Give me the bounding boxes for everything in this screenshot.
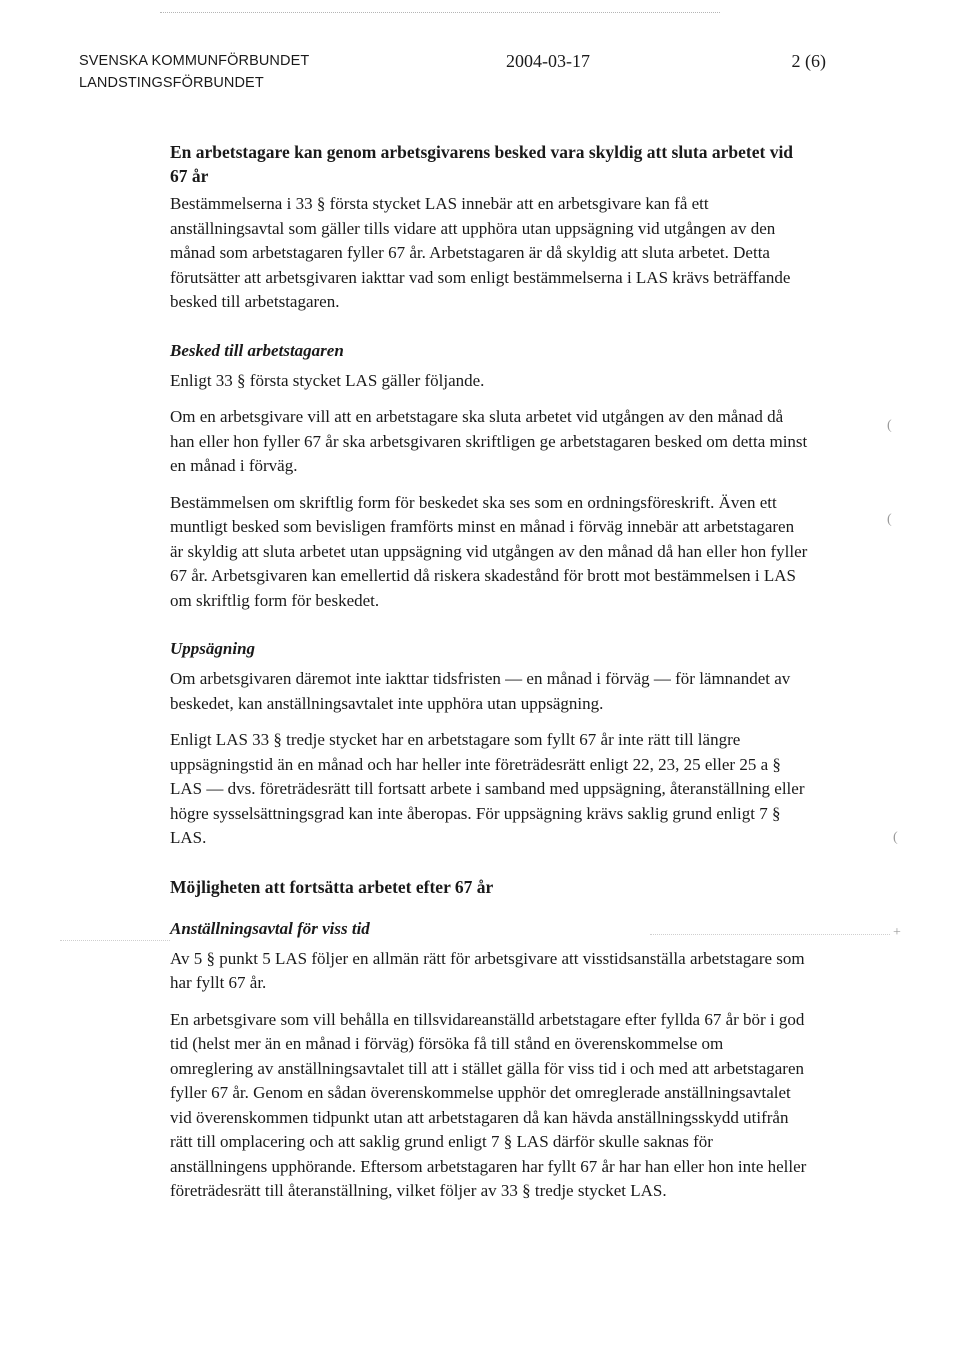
subsection-heading: Uppsägning — [170, 639, 256, 658]
margin-mark: ( — [893, 830, 898, 845]
paragraph: Bestämmelserna i 33 § första stycket LAS innebär att en arbetsgivare kan få ett anställningsavtal som gäller tills vidare att upphöra utan uppsägning vid utgången av den månad som arbetstagaren fyller 67 år. Arbetstagaren är då skyldig att sluta arbetet. Detta förutsätter att arbetsgivaren iakttar vad som enligt bestämmelserna i LAS krävs beträffande besked till arbetstagaren. — [170, 194, 791, 311]
letterhead — [79, 50, 826, 94]
organization-name-secondary: LANDSTINGSFÖRBUNDET — [79, 75, 264, 91]
paragraph: Om en arbetsgivare vill att en arbetstagare ska sluta arbetet vid utgången av den månad då han eller hon fyller 67 år ska arbetsgivaren skriftligen ge arbetstagaren besked om detta minst en månad i förväg. — [170, 407, 808, 475]
section-heading: Möjligheten att fortsätta arbetet efter 67 år — [170, 876, 494, 897]
margin-mark: + — [893, 925, 901, 940]
document-body — [170, 140, 810, 1216]
subsection-heading: Besked till arbetstagaren — [170, 340, 344, 360]
margin-mark: ( — [887, 418, 892, 433]
organization-name: SVENSKA KOMMUNFÖRBUNDET — [79, 53, 310, 69]
paragraph: Om arbetsgivaren däremot inte iakttar tidsfristen — en månad i förväg — för lämnandet av beskedet, kan anställningsavtalet inte upphöra utan uppsägning. — [170, 669, 791, 713]
subsection-heading: Anställningsavtal för viss tid — [170, 918, 370, 938]
paragraph: En arbetsgivare som vill behålla en tillsvidareanställd arbetstagare efter fyllda 67 år bör i god tid (helst mer än en månad i förväg) försöka få till stånd en överenskommelse om omreglering av anställningsavtalet till att i stället gälla för viss tid i och med att arbetstagaren fyller 67 år. Genom en sådan överenskommelse upphör det omreglerade anställningsavtalet vid överenskommen tidpunkt utan att arbetstagaren då kan hävda anställningsskydd utifrån rätt till omplacering och att saklig grund enligt 7 § LAS därför skulle saknas för anställningens upphörande. Eftersom arbetstagaren har fyllt 67 år har han eller hon inte heller företrädesrätt till återanställning, vilket följer av 33 § tredje stycket LAS. — [170, 1009, 807, 1200]
paragraph: Enligt LAS 33 § tredje stycket har en arbetstagare som fyllt 67 år inte rätt till längre uppsägningstid än en månad och har heller inte företrädesrätt enligt 22, 23, 25 eller 25 a § LAS — dvs. företrädesrätt till fortsatt arbete i samband med uppsägning, återanställning eller högre sysselsättningsgrad kan inte åberopas. För uppsägning krävs saklig grund enligt 7 § LAS. — [170, 730, 805, 847]
section-heading: En arbetstagare kan genom arbetsgivarens besked vara skyldig att sluta arbetet vid 67 år — [170, 142, 794, 186]
scan-artifact-line — [60, 940, 170, 941]
page-number: 2 (6) — [791, 51, 826, 71]
paragraph: Bestämmelsen om skriftlig form för beskedet ska ses som en ordningsföreskrift. Även ett muntligt besked som bevisligen framförts minst en månad i förväg innebär att arbetstagaren är skyldig att sluta arbetet utan uppsägning vid utgången av den månad då han eller hon fyller 67 år. Arbetsgivaren kan emellertid då riskera skadestånd för brott mot bestämmelsen i LAS om skriftlig form för beskedet. — [170, 492, 808, 610]
document-date: 2004-03-17 — [506, 51, 590, 71]
paragraph: Enligt 33 § första stycket LAS gäller följande. — [170, 370, 485, 390]
paragraph: Av 5 § punkt 5 LAS följer en allmän rätt för arbetsgivare att visstidsanställa arbetstagare som har fyllt 67 år. — [170, 948, 805, 992]
scan-artifact-strip — [160, 12, 720, 13]
margin-mark: ( — [887, 512, 892, 527]
scan-artifact-line — [650, 934, 890, 935]
